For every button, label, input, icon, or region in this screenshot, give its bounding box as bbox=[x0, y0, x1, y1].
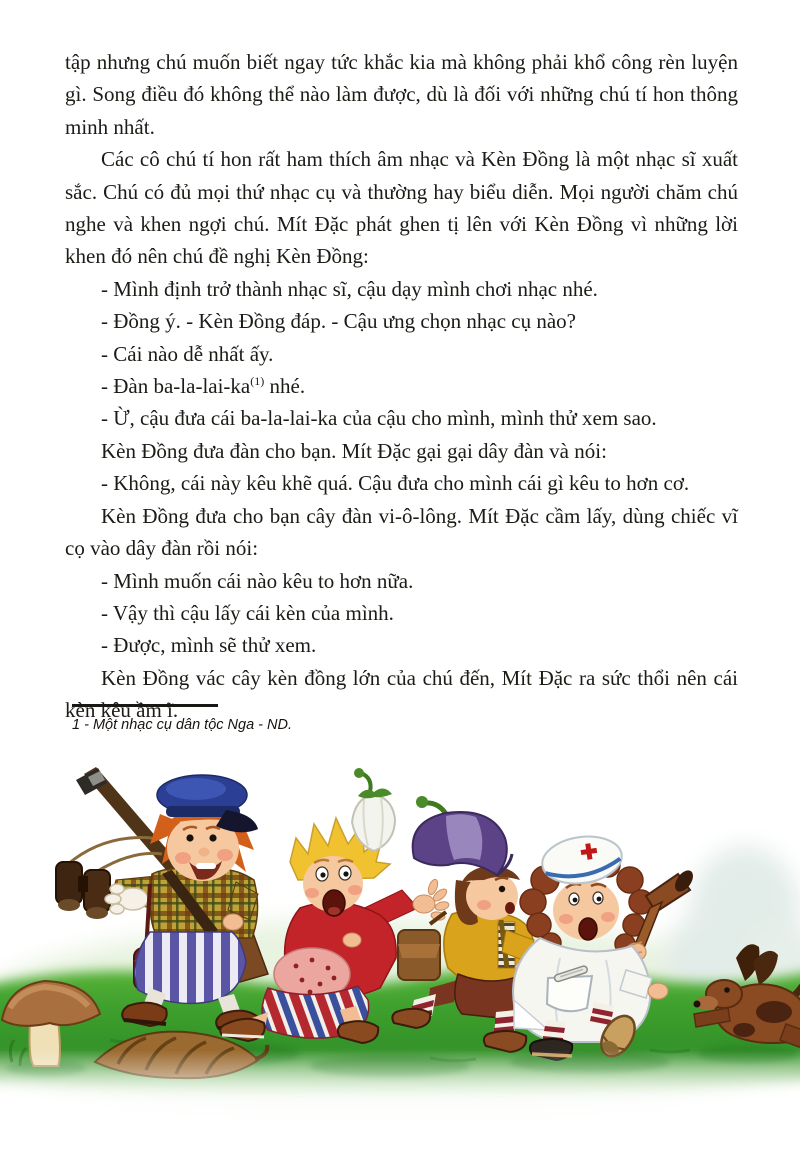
paragraph: Kèn Đồng đưa cho bạn cây đàn vi-ô-lông. Mít Đặc cầm lấy, dùng chiếc vĩ cọ vào dây đàn rồi nói: bbox=[65, 503, 738, 561]
dialogue-line: - Mình muốn cái nào kêu to hơn nữa. bbox=[101, 568, 414, 593]
story-illustration bbox=[0, 762, 800, 1166]
dialogue-line: - Không, cái này kêu khẽ quá. Cậu đưa cho mình cái gì kêu to hơn cơ. bbox=[101, 471, 690, 496]
dialogue-line: - Mình định trở thành nhạc sĩ, cậu dạy mình chơi nhạc nhé. bbox=[101, 276, 598, 301]
paragraph: Các cô chú tí hon rất ham thích âm nhạc và Kèn Đồng là một nhạc sĩ xuất sắc. Chú có đủ mọi thứ nhạc cụ và thường hay biểu diễn. Mọi người chăm chú nghe và khen ngợi chú. Mít Đặc phát ghen tị lên với Kèn Đồng vì những lời khen đó nên chú đề nghị Kèn Đồng: bbox=[65, 147, 738, 269]
dialogue-line: - Được, mình sẽ thử xem. bbox=[101, 633, 317, 658]
paragraph-continuation: tập nhưng chú muốn biết ngay tức khắc kia mà không phải khổ công rèn luyện gì. Song điều đó không thể nào làm được, dù là đối với những chú tí hon thông minh nhất. bbox=[65, 50, 738, 139]
footnote-reference: (1) bbox=[250, 374, 265, 389]
body-text bbox=[65, 46, 738, 727]
dialogue-line: - Đồng ý. - Kèn Đồng đáp. - Cậu ưng chọn nhạc cụ nào? bbox=[101, 309, 577, 334]
red-coat-head bbox=[290, 768, 395, 916]
paragraph: Kèn Đồng vác cây kèn đồng lớn của chú đến, Mít Đặc ra sức thổi nên cái kèn kêu ầm ĩ. bbox=[65, 665, 738, 723]
footnote-rule bbox=[72, 704, 218, 707]
dialogue-line: - Ừ, cậu đưa cái ba-la-lai-ka của cậu cho mình, mình thử xem sao. bbox=[101, 406, 657, 431]
footnote: 1 - Một nhạc cụ dân tộc Nga - ND. bbox=[72, 717, 293, 733]
dialogue-line bbox=[65, 370, 738, 402]
dialogue-line: - Cái nào dễ nhất ấy. bbox=[101, 341, 274, 366]
paragraph: Kèn Đồng đưa đàn cho bạn. Mít Đặc gại gại dây đàn và nói: bbox=[101, 438, 607, 463]
dialogue-text: nhé. bbox=[264, 374, 306, 399]
footnote-area bbox=[72, 704, 732, 733]
eggplant-hat bbox=[413, 796, 512, 875]
flower-hat bbox=[352, 768, 395, 851]
dialogue-line: - Vậy thì cậu lấy cái kèn của mình. bbox=[101, 600, 394, 625]
dialogue-text: - Đàn ba-la-lai-ka bbox=[101, 374, 251, 399]
